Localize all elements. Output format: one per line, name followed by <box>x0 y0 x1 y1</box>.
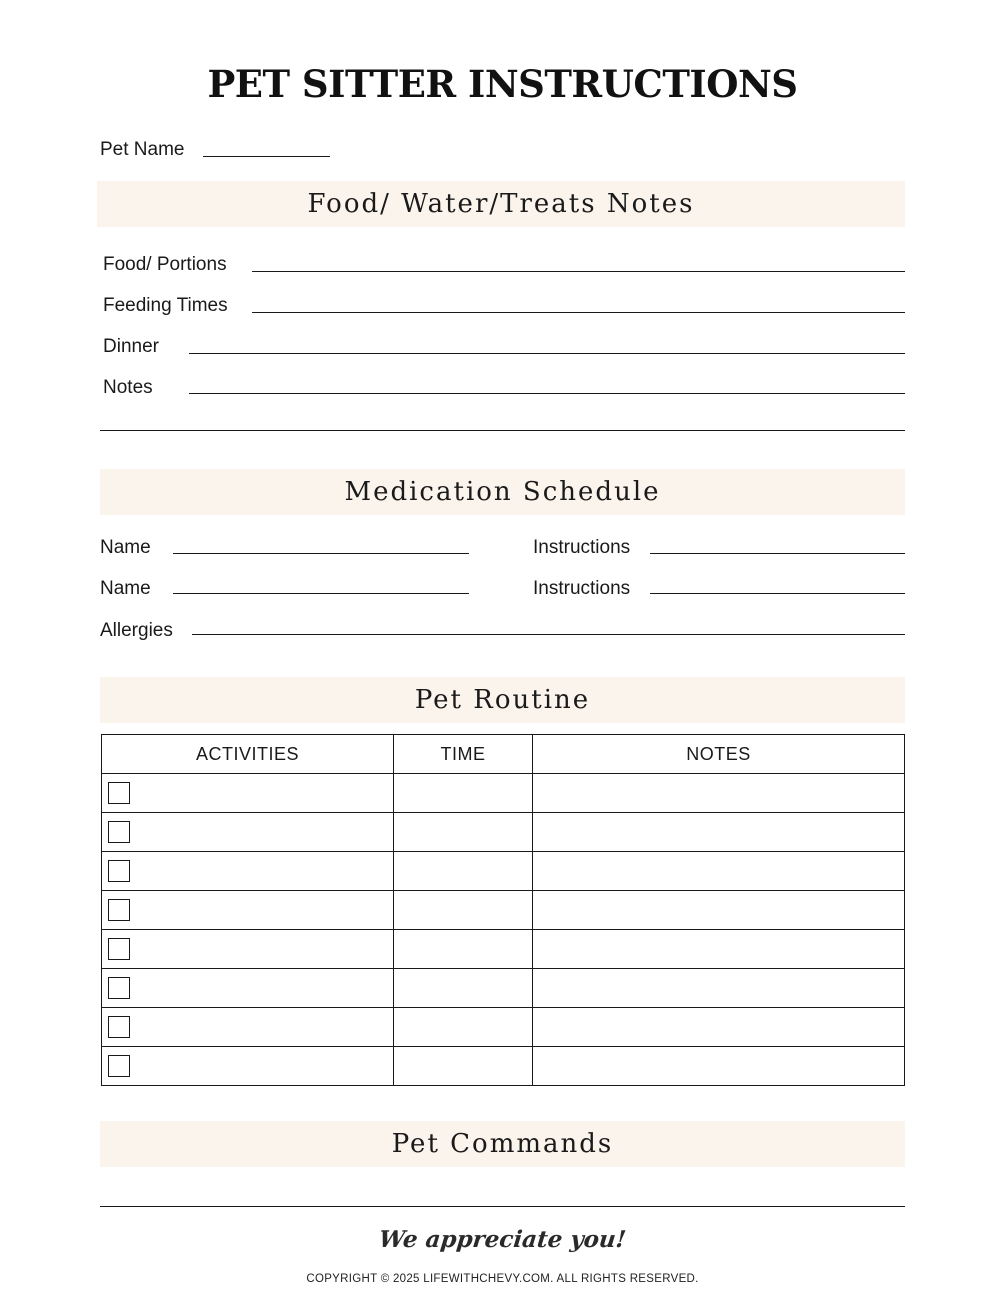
med-instructions-label-2: Instructions <box>533 578 631 599</box>
time-cell[interactable] <box>394 969 533 1008</box>
notes-cell[interactable] <box>533 813 905 852</box>
med-instructions-line-1[interactable] <box>650 553 905 554</box>
column-header-activities: ACTIVITIES <box>102 735 394 774</box>
activity-checkbox[interactable] <box>108 1055 130 1077</box>
table-row <box>102 1047 905 1086</box>
column-header-time: TIME <box>394 735 533 774</box>
table-row <box>102 774 905 813</box>
activity-checkbox[interactable] <box>108 782 130 804</box>
page-title: PET SITTER INSTRUCTIONS <box>207 62 798 106</box>
activity-checkbox[interactable] <box>108 938 130 960</box>
activity-cell[interactable] <box>102 930 394 969</box>
activity-cell[interactable] <box>102 852 394 891</box>
time-cell[interactable] <box>394 813 533 852</box>
activity-checkbox[interactable] <box>108 821 130 843</box>
notes-cell[interactable] <box>533 852 905 891</box>
med-instructions-label-1: Instructions <box>533 537 631 558</box>
table-row <box>102 930 905 969</box>
activity-cell[interactable] <box>102 813 394 852</box>
time-cell[interactable] <box>394 774 533 813</box>
table-row <box>102 969 905 1008</box>
table-row <box>102 891 905 930</box>
food-portions-line[interactable] <box>252 271 905 272</box>
column-header-notes: NOTES <box>533 735 905 774</box>
feeding-times-label: Feeding Times <box>103 295 228 316</box>
feeding-times-line[interactable] <box>252 312 905 313</box>
med-name-line-1[interactable] <box>173 553 469 554</box>
time-cell[interactable] <box>394 930 533 969</box>
time-cell[interactable] <box>394 891 533 930</box>
med-name-label-1: Name <box>100 537 151 558</box>
dinner-label: Dinner <box>103 336 159 357</box>
med-instructions-line-2[interactable] <box>650 593 905 594</box>
pet-name-line[interactable] <box>203 156 330 157</box>
notes-cell[interactable] <box>533 969 905 1008</box>
table-row <box>102 852 905 891</box>
thanks-message: We appreciate you! <box>377 1226 628 1253</box>
table-row <box>102 1008 905 1047</box>
commands-line[interactable] <box>100 1206 905 1207</box>
routine-body <box>102 774 905 1086</box>
commands-section-heading: Pet Commands <box>100 1121 905 1167</box>
allergies-label: Allergies <box>100 620 173 641</box>
activity-cell[interactable] <box>102 1008 394 1047</box>
dinner-line[interactable] <box>189 353 905 354</box>
med-name-line-2[interactable] <box>173 593 469 594</box>
notes-cell[interactable] <box>533 930 905 969</box>
activity-cell[interactable] <box>102 969 394 1008</box>
routine-section-heading: Pet Routine <box>100 677 905 723</box>
notes-label: Notes <box>103 377 153 398</box>
time-cell[interactable] <box>394 1008 533 1047</box>
activity-cell[interactable] <box>102 891 394 930</box>
notes-extra-line[interactable] <box>100 430 905 431</box>
notes-line[interactable] <box>189 393 905 394</box>
activity-cell[interactable] <box>102 1047 394 1086</box>
activity-checkbox[interactable] <box>108 860 130 882</box>
allergies-line[interactable] <box>192 634 905 635</box>
activity-checkbox[interactable] <box>108 1016 130 1038</box>
notes-cell[interactable] <box>533 1008 905 1047</box>
table-row <box>102 813 905 852</box>
activity-cell[interactable] <box>102 774 394 813</box>
notes-cell[interactable] <box>533 1047 905 1086</box>
activity-checkbox[interactable] <box>108 977 130 999</box>
medication-section-heading: Medication Schedule <box>100 469 905 515</box>
routine-table <box>101 734 905 1086</box>
routine-header-row <box>102 735 905 774</box>
copyright-notice: COPYRIGHT © 2025 LIFEWITHCHEVY.COM. ALL RIGHTS RESERVED. <box>306 1273 699 1285</box>
food-section-heading: Food/ Water/Treats Notes <box>97 181 905 227</box>
time-cell[interactable] <box>394 1047 533 1086</box>
time-cell[interactable] <box>394 852 533 891</box>
notes-cell[interactable] <box>533 774 905 813</box>
notes-cell[interactable] <box>533 891 905 930</box>
food-portions-label: Food/ Portions <box>103 254 227 275</box>
activity-checkbox[interactable] <box>108 899 130 921</box>
pet-name-label: Pet Name <box>100 139 185 160</box>
med-name-label-2: Name <box>100 578 151 599</box>
